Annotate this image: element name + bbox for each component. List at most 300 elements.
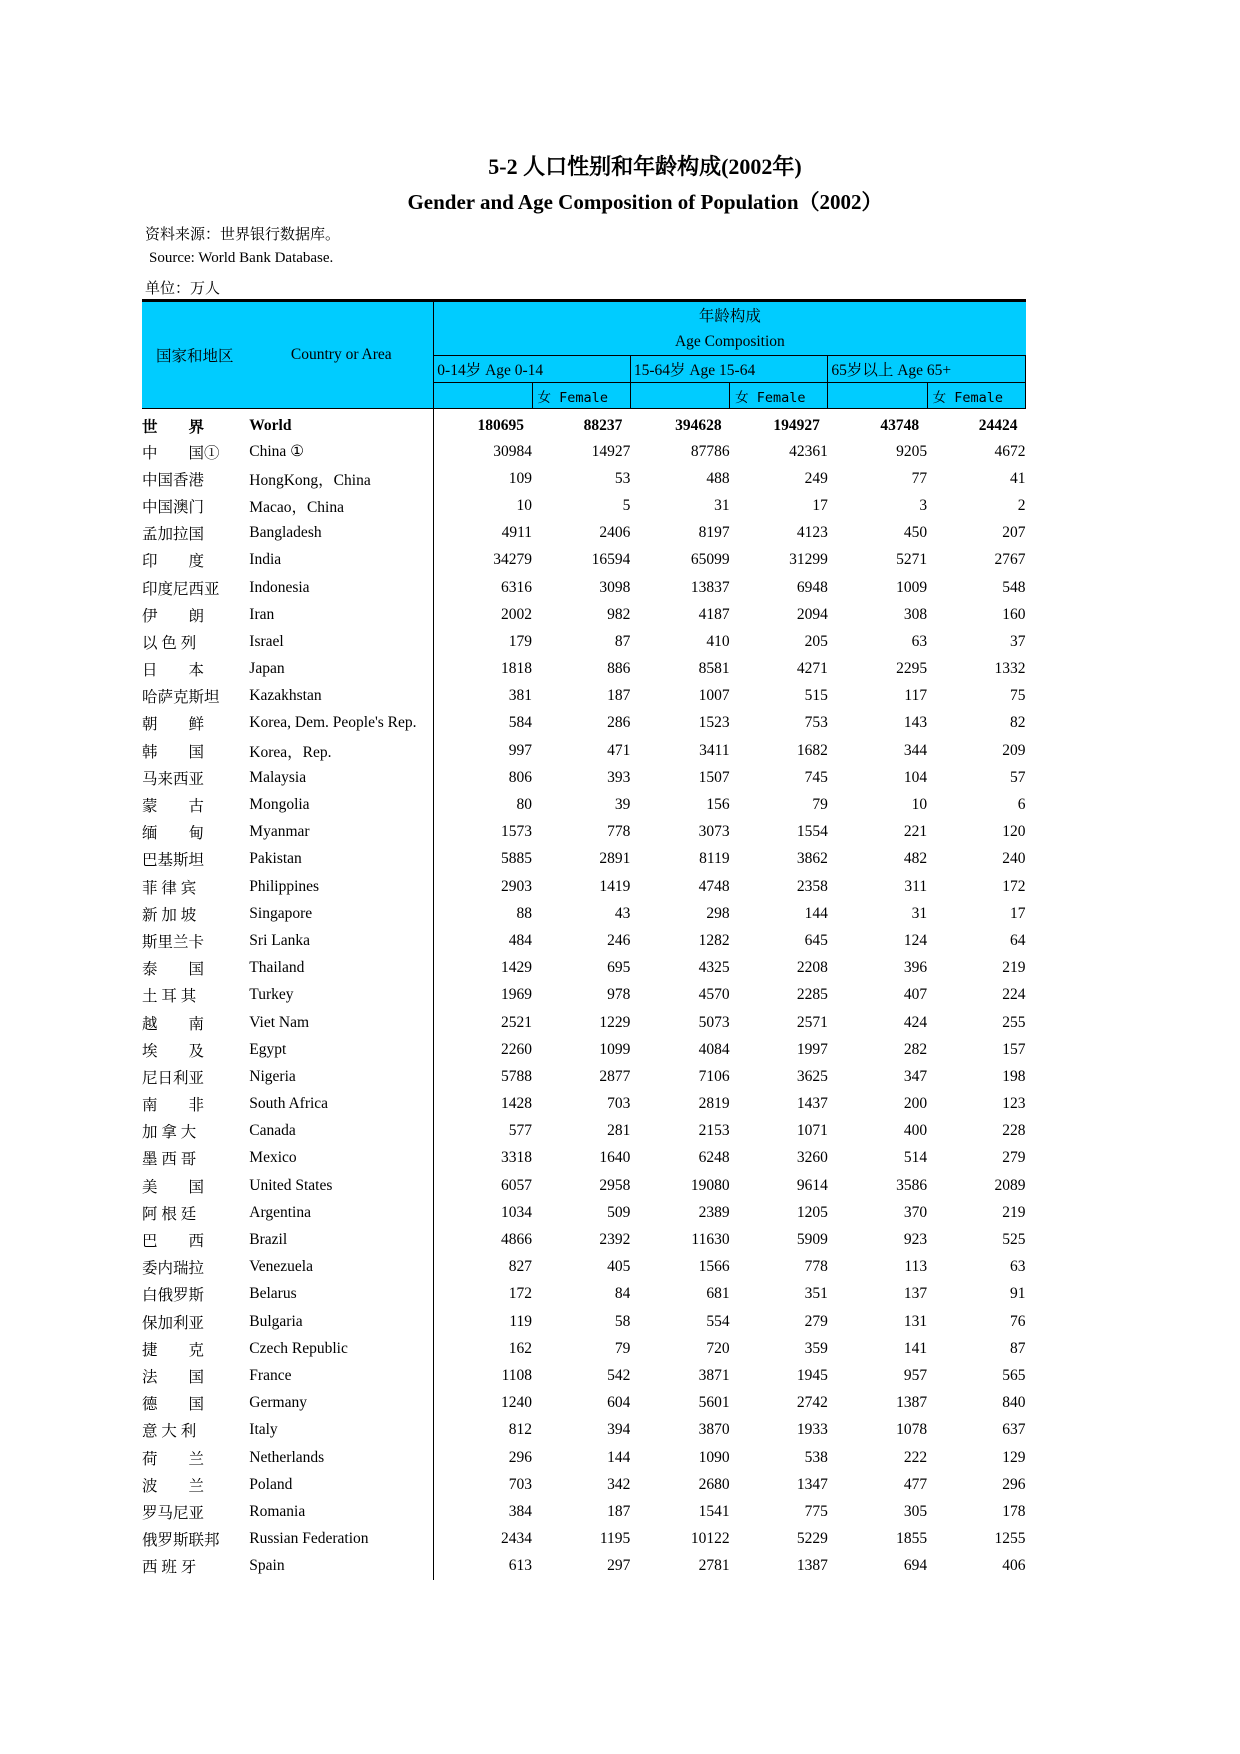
country-name-cn: 俄罗斯联邦 (142, 1532, 220, 1550)
cell-female-15-64: 279 (804, 1312, 828, 1330)
country-name-en: Venezuela (249, 1254, 434, 1281)
cell-age-0-14: 827 (508, 1258, 533, 1276)
country-name-cn: 保加利亚 (142, 1314, 205, 1332)
table-row (142, 601, 1026, 628)
cell-age-65-plus: 3 (919, 496, 928, 514)
table-row (142, 547, 1026, 574)
cell-age-15-64: 4570 (698, 986, 730, 1004)
cell-female-65-plus: 1255 (994, 1530, 1026, 1548)
cell-age-65-plus: 482 (903, 850, 928, 868)
cell-female-15-64: 1071 (796, 1122, 828, 1140)
country-name-en: Sri Lanka (249, 927, 434, 954)
table-row (142, 819, 1026, 846)
cell-age-0-14: 10 (516, 496, 533, 514)
cell-age-65-plus: 10 (911, 796, 928, 814)
cell-age-15-64: 1566 (698, 1258, 730, 1276)
cell-age-0-14: 80 (516, 796, 533, 814)
cell-age-15-64: 13837 (690, 578, 730, 596)
cell-age-15-64: 1007 (698, 687, 730, 705)
cell-age-65-plus: 957 (903, 1366, 928, 1384)
cell-age-0-14: 1969 (501, 986, 533, 1004)
cell-female-65-plus: 37 (1010, 632, 1026, 650)
country-name-cn: 菲 律 宾 (142, 879, 197, 897)
cell-female-15-64: 1387 (796, 1557, 828, 1575)
cell-age-65-plus: 117 (904, 687, 928, 705)
cell-age-15-64: 488 (706, 469, 730, 487)
cell-female-0-14: 187 (607, 1502, 631, 1520)
cell-age-15-64: 298 (706, 904, 730, 922)
country-name-cn: 泰 国 (142, 961, 205, 979)
cell-age-65-plus: 477 (903, 1475, 928, 1493)
cell-age-15-64: 8197 (698, 524, 730, 542)
table-row (142, 846, 1026, 873)
cell-female-0-14: 778 (607, 823, 631, 841)
cell-female-0-14: 542 (607, 1366, 631, 1384)
cell-female-15-64: 9614 (796, 1176, 828, 1194)
cell-age-65-plus: 5271 (896, 551, 928, 569)
cell-female-15-64: 1205 (796, 1203, 828, 1221)
cell-female-65-plus: 219 (1002, 1203, 1026, 1221)
cell-age-0-14: 384 (508, 1502, 533, 1520)
table-row (142, 1335, 1026, 1362)
header-country-en: Country or Area (249, 301, 434, 409)
table-row (142, 1009, 1026, 1036)
cell-female-15-64: 2358 (796, 877, 828, 895)
cell-age-0-14: 1428 (501, 1095, 533, 1113)
country-name-cn: 巴基斯坦 (142, 852, 205, 870)
table-row (142, 1526, 1026, 1553)
cell-age-65-plus: 124 (903, 931, 928, 949)
cell-age-0-14: 584 (508, 714, 533, 732)
cell-age-15-64: 3073 (698, 823, 730, 841)
cell-age-65-plus: 344 (903, 741, 928, 759)
cell-female-65-plus: 2089 (994, 1176, 1026, 1194)
cell-female-15-64: 351 (804, 1285, 828, 1303)
country-name-en: Pakistan (249, 846, 434, 873)
cell-female-15-64: 4123 (796, 524, 828, 542)
cell-female-65-plus: 172 (1002, 877, 1026, 895)
cell-female-0-14: 281 (607, 1122, 631, 1140)
cell-female-0-14: 2392 (599, 1231, 631, 1249)
cell-female-0-14: 342 (607, 1475, 631, 1493)
cell-female-65-plus: 129 (1002, 1448, 1026, 1466)
table-row (142, 1036, 1026, 1063)
cell-age-15-64: 2819 (698, 1095, 730, 1113)
country-name-cn: 荷 兰 (142, 1450, 205, 1468)
cell-age-0-14: 1240 (501, 1394, 533, 1412)
cell-female-0-14: 978 (607, 986, 631, 1004)
table-row (142, 1254, 1026, 1281)
country-name-en: Egypt (249, 1036, 434, 1063)
cell-female-15-64: 2571 (796, 1013, 828, 1031)
country-name-cn: 以 色 列 (142, 634, 197, 652)
cell-age-15-64: 5601 (698, 1394, 730, 1412)
cell-female-0-14: 886 (607, 660, 631, 678)
country-name-cn: 越 南 (142, 1015, 205, 1033)
country-name-en: Russian Federation (249, 1526, 434, 1553)
cell-female-65-plus: 209 (1002, 741, 1026, 759)
cell-female-65-plus: 57 (1010, 768, 1026, 786)
cell-female-65-plus: 17 (1010, 904, 1026, 922)
cell-female-65-plus: 91 (1010, 1285, 1026, 1303)
cell-age-65-plus: 221 (903, 823, 928, 841)
cell-female-0-14: 1099 (599, 1040, 631, 1058)
cell-age-65-plus: 1387 (896, 1394, 928, 1412)
cell-female-0-14: 2891 (599, 850, 631, 868)
cell-age-65-plus: 694 (903, 1557, 928, 1575)
cell-age-0-14: 119 (509, 1312, 533, 1330)
cell-female-65-plus: 228 (1002, 1122, 1026, 1140)
cell-female-15-64: 79 (812, 796, 828, 814)
cell-age-65-plus: 407 (903, 986, 928, 1004)
cell-age-65-plus: 9205 (896, 442, 928, 460)
cell-age-0-14: 577 (508, 1122, 533, 1140)
country-name-cn: 西 班 牙 (142, 1559, 197, 1577)
cell-female-0-14: 1419 (599, 877, 631, 895)
header-age-composition-en: Age Composition (434, 328, 1026, 356)
cell-age-0-14: 997 (508, 741, 533, 759)
table-row (142, 1145, 1026, 1172)
cell-female-65-plus: 2767 (994, 551, 1026, 569)
cell-age-65-plus: 1009 (896, 578, 928, 596)
cell-female-65-plus: 41 (1010, 469, 1026, 487)
cell-female-15-64: 249 (804, 469, 828, 487)
country-name-en: Bulgaria (249, 1308, 434, 1335)
cell-female-65-plus: 75 (1010, 687, 1026, 705)
cell-age-65-plus: 1078 (896, 1421, 928, 1439)
cell-female-15-64: 3862 (796, 850, 828, 868)
cell-age-0-14: 180695 (477, 416, 525, 434)
cell-age-15-64: 87786 (690, 442, 730, 460)
country-name-cn: 日 本 (142, 662, 205, 680)
cell-female-65-plus: 4672 (994, 442, 1026, 460)
country-name-en: Kazakhstan (249, 683, 434, 710)
cell-age-65-plus: 450 (903, 524, 928, 542)
table-row (142, 1390, 1026, 1417)
country-name-cn: 世 界 (142, 418, 205, 436)
header-group-65-plus: 65岁以上 Age 65+ (828, 356, 1026, 383)
country-name-cn: 阿 根 廷 (142, 1205, 197, 1223)
cell-female-0-14: 43 (614, 904, 631, 922)
header-female-15-64: 女 Female (730, 383, 828, 409)
cell-age-15-64: 681 (706, 1285, 730, 1303)
cell-age-0-14: 6316 (501, 578, 533, 596)
cell-female-65-plus: 6 (1017, 796, 1026, 814)
header-group-0-14: 0-14岁 Age 0-14 (434, 356, 631, 383)
cell-female-65-plus: 224 (1002, 986, 1026, 1004)
cell-age-65-plus: 143 (903, 714, 928, 732)
cell-female-0-14: 2406 (599, 524, 631, 542)
cell-female-0-14: 84 (614, 1285, 631, 1303)
header-country-cn: 国家和地区 (142, 301, 249, 409)
country-name-cn: 孟加拉国 (142, 526, 205, 544)
cell-age-15-64: 6248 (698, 1149, 730, 1167)
country-name-cn: 墨 西 哥 (142, 1151, 197, 1169)
cell-female-65-plus: 123 (1002, 1095, 1026, 1113)
cell-age-0-14: 3318 (501, 1149, 533, 1167)
cell-female-15-64: 42361 (789, 442, 828, 460)
table-row (142, 791, 1026, 818)
cell-female-0-14: 79 (614, 1339, 631, 1357)
population-table (142, 299, 1026, 1580)
cell-female-65-plus: 82 (1010, 714, 1026, 732)
cell-age-65-plus: 113 (904, 1258, 928, 1276)
cell-age-15-64: 394628 (675, 416, 722, 434)
country-name-en: Bangladesh (249, 520, 434, 547)
cell-age-65-plus: 43748 (880, 416, 920, 434)
country-name-cn: 美 国 (142, 1178, 205, 1196)
cell-female-65-plus: 157 (1002, 1040, 1026, 1058)
cell-female-0-14: 695 (607, 959, 631, 977)
cell-age-0-14: 6057 (501, 1176, 533, 1194)
cell-age-0-14: 2002 (501, 605, 533, 623)
country-name-cn: 意 大 利 (142, 1423, 197, 1441)
table-body (142, 409, 1026, 1580)
country-name-cn: 加 拿 大 (142, 1124, 197, 1142)
cell-female-65-plus: 64 (1010, 931, 1026, 949)
table-row (142, 900, 1026, 927)
country-name-en: Indonesia (249, 574, 434, 601)
table-row (142, 520, 1026, 547)
country-name-en: Macao，China (249, 492, 434, 519)
cell-age-15-64: 19080 (690, 1176, 730, 1194)
cell-female-65-plus: 406 (1002, 1557, 1026, 1575)
country-name-cn: 中国香港 (142, 471, 205, 489)
cell-age-15-64: 2781 (698, 1557, 730, 1575)
cell-age-15-64: 720 (706, 1339, 730, 1357)
cell-age-0-14: 4866 (501, 1231, 533, 1249)
cell-female-65-plus: 178 (1002, 1502, 1026, 1520)
cell-female-0-14: 2958 (599, 1176, 631, 1194)
cell-female-65-plus: 548 (1002, 578, 1026, 596)
table-row (142, 492, 1026, 519)
cell-female-65-plus: 525 (1002, 1231, 1026, 1249)
cell-female-15-64: 538 (804, 1448, 828, 1466)
table-row (142, 1063, 1026, 1090)
cell-female-15-64: 2208 (796, 959, 828, 977)
cell-female-0-14: 144 (607, 1448, 631, 1466)
cell-female-0-14: 16594 (591, 551, 631, 569)
country-name-en: Mexico (249, 1145, 434, 1172)
cell-female-0-14: 187 (607, 687, 631, 705)
table-row (142, 1471, 1026, 1498)
cell-female-15-64: 778 (804, 1258, 828, 1276)
cell-female-0-14: 5 (622, 496, 631, 514)
country-name-cn: 朝 鲜 (142, 716, 205, 734)
table-row (142, 1199, 1026, 1226)
cell-female-0-14: 1229 (599, 1013, 631, 1031)
country-name-en: Italy (249, 1417, 434, 1444)
cell-age-15-64: 65099 (690, 551, 730, 569)
cell-female-0-14: 88237 (583, 416, 623, 434)
header-total-65-plus (828, 383, 927, 409)
cell-female-0-14: 2877 (599, 1067, 631, 1085)
cell-age-0-14: 2260 (501, 1040, 533, 1058)
cell-age-65-plus: 400 (903, 1122, 928, 1140)
cell-female-65-plus: 198 (1002, 1067, 1026, 1085)
table-row (142, 1091, 1026, 1118)
cell-age-0-14: 1573 (501, 823, 533, 841)
country-name-cn: 哈萨克斯坦 (142, 689, 220, 707)
unit-note: 单位：万人 (145, 281, 221, 297)
cell-female-65-plus: 207 (1002, 524, 1026, 542)
cell-age-0-14: 613 (508, 1557, 533, 1575)
cell-female-15-64: 5909 (796, 1231, 828, 1249)
table-row (142, 1226, 1026, 1253)
cell-age-15-64: 554 (706, 1312, 730, 1330)
cell-age-0-14: 30984 (493, 442, 533, 460)
country-name-en: United States (249, 1172, 434, 1199)
cell-age-0-14: 2903 (501, 877, 533, 895)
country-name-cn: 巴 西 (142, 1233, 205, 1251)
cell-age-65-plus: 370 (903, 1203, 928, 1221)
table-row (142, 1498, 1026, 1525)
country-name-cn: 蒙 古 (142, 798, 205, 816)
cell-age-65-plus: 396 (903, 959, 928, 977)
cell-age-15-64: 156 (706, 796, 730, 814)
cell-age-65-plus: 424 (903, 1013, 928, 1031)
cell-female-0-14: 703 (607, 1095, 631, 1113)
country-name-cn: 印度尼西亚 (142, 580, 220, 598)
country-name-en: China ① (249, 438, 434, 465)
cell-female-15-64: 1997 (796, 1040, 828, 1058)
table-row (142, 1308, 1026, 1335)
cell-age-15-64: 4187 (698, 605, 730, 623)
cell-female-15-64: 205 (804, 632, 828, 650)
cell-age-65-plus: 31 (911, 904, 928, 922)
country-name-en: Myanmar (249, 819, 434, 846)
table-row (142, 710, 1026, 737)
cell-age-15-64: 2680 (698, 1475, 730, 1493)
country-name-en: Korea, Dem. People's Rep. (249, 710, 434, 737)
cell-age-15-64: 4748 (698, 877, 730, 895)
country-name-en: Poland (249, 1471, 434, 1498)
table-row (142, 656, 1026, 683)
table-row (142, 982, 1026, 1009)
country-name-en: Israel (249, 628, 434, 655)
table-row (142, 1118, 1026, 1145)
country-name-en: Viet Nam (249, 1009, 434, 1036)
cell-age-65-plus: 2295 (896, 660, 928, 678)
table-row (142, 465, 1026, 492)
cell-female-15-64: 3260 (796, 1149, 828, 1167)
cell-female-0-14: 246 (607, 931, 631, 949)
country-name-cn: 缅 甸 (142, 825, 205, 843)
cell-female-15-64: 1682 (796, 741, 828, 759)
country-name-cn: 捷 克 (142, 1341, 205, 1359)
cell-female-65-plus: 24424 (978, 416, 1018, 434)
cell-age-0-14: 5885 (501, 850, 533, 868)
cell-age-15-64: 1507 (698, 768, 730, 786)
cell-age-65-plus: 3586 (896, 1176, 928, 1194)
table-row (142, 955, 1026, 982)
cell-age-15-64: 4325 (698, 959, 730, 977)
cell-age-0-14: 2434 (501, 1530, 533, 1548)
cell-age-65-plus: 131 (903, 1312, 928, 1330)
country-name-cn: 印 度 (142, 553, 205, 571)
cell-female-15-64: 645 (804, 931, 828, 949)
cell-female-65-plus: 240 (1002, 850, 1026, 868)
country-name-en: Malaysia (249, 764, 434, 791)
cell-female-65-plus: 565 (1002, 1366, 1026, 1384)
cell-female-0-14: 405 (607, 1258, 631, 1276)
cell-age-15-64: 4084 (698, 1040, 730, 1058)
country-name-en: Iran (249, 601, 434, 628)
country-name-en: Belarus (249, 1281, 434, 1308)
country-name-cn: 尼日利亚 (142, 1069, 205, 1087)
cell-female-15-64: 1945 (796, 1366, 828, 1384)
cell-female-65-plus: 255 (1002, 1013, 1026, 1031)
country-name-cn: 中国澳门 (142, 498, 205, 516)
table-row (142, 1553, 1026, 1580)
cell-female-15-64: 5229 (796, 1530, 828, 1548)
cell-female-15-64: 753 (804, 714, 828, 732)
cell-age-65-plus: 222 (903, 1448, 928, 1466)
country-name-en: Brazil (249, 1226, 434, 1253)
cell-female-0-14: 286 (607, 714, 631, 732)
table-row (142, 409, 1026, 439)
cell-age-65-plus: 305 (903, 1502, 928, 1520)
cell-female-15-64: 31299 (789, 551, 828, 569)
country-name-cn: 德 国 (142, 1396, 205, 1414)
cell-age-65-plus: 63 (911, 632, 928, 650)
cell-age-0-14: 296 (508, 1448, 533, 1466)
table-row (142, 574, 1026, 601)
cell-female-0-14: 982 (607, 605, 631, 623)
table-row (142, 927, 1026, 954)
cell-female-15-64: 2094 (796, 605, 828, 623)
country-name-en: Japan (249, 656, 434, 683)
table-row (142, 1172, 1026, 1199)
table-row (142, 628, 1026, 655)
cell-female-15-64: 2285 (796, 986, 828, 1004)
country-name-cn: 新 加 坡 (142, 906, 197, 924)
cell-age-0-14: 381 (508, 687, 533, 705)
cell-female-0-14: 87 (614, 632, 631, 650)
cell-female-15-64: 1437 (796, 1095, 828, 1113)
cell-age-65-plus: 141 (903, 1339, 928, 1357)
cell-age-0-14: 34279 (493, 551, 533, 569)
cell-female-0-14: 509 (607, 1203, 631, 1221)
cell-female-15-64: 17 (812, 496, 828, 514)
cell-female-65-plus: 1332 (994, 660, 1026, 678)
cell-female-15-64: 6948 (796, 578, 828, 596)
cell-female-0-14: 1195 (599, 1530, 631, 1548)
cell-female-15-64: 144 (804, 904, 828, 922)
cell-female-65-plus: 76 (1010, 1312, 1026, 1330)
header-total-0-14 (434, 383, 532, 409)
cell-age-0-14: 4911 (501, 524, 533, 542)
cell-age-15-64: 2153 (698, 1122, 730, 1140)
country-name-en: Netherlands (249, 1444, 434, 1471)
cell-age-15-64: 1090 (698, 1448, 730, 1466)
page-title-cn: 5-2 人口性别和年龄构成(2002年) (488, 154, 802, 179)
cell-female-65-plus: 160 (1002, 605, 1026, 623)
cell-female-65-plus: 87 (1010, 1339, 1026, 1357)
cell-age-65-plus: 514 (903, 1149, 928, 1167)
country-name-cn: 斯里兰卡 (142, 933, 205, 951)
cell-age-65-plus: 311 (904, 877, 928, 895)
cell-age-65-plus: 308 (903, 605, 928, 623)
header-total-15-64 (630, 383, 729, 409)
country-name-en: Canada (249, 1118, 434, 1145)
cell-age-15-64: 1541 (698, 1502, 730, 1520)
cell-age-0-14: 179 (508, 632, 533, 650)
cell-female-15-64: 194927 (773, 416, 820, 434)
cell-age-15-64: 3411 (699, 741, 730, 759)
cell-female-15-64: 745 (804, 768, 828, 786)
country-name-cn: 马来西亚 (142, 770, 205, 788)
